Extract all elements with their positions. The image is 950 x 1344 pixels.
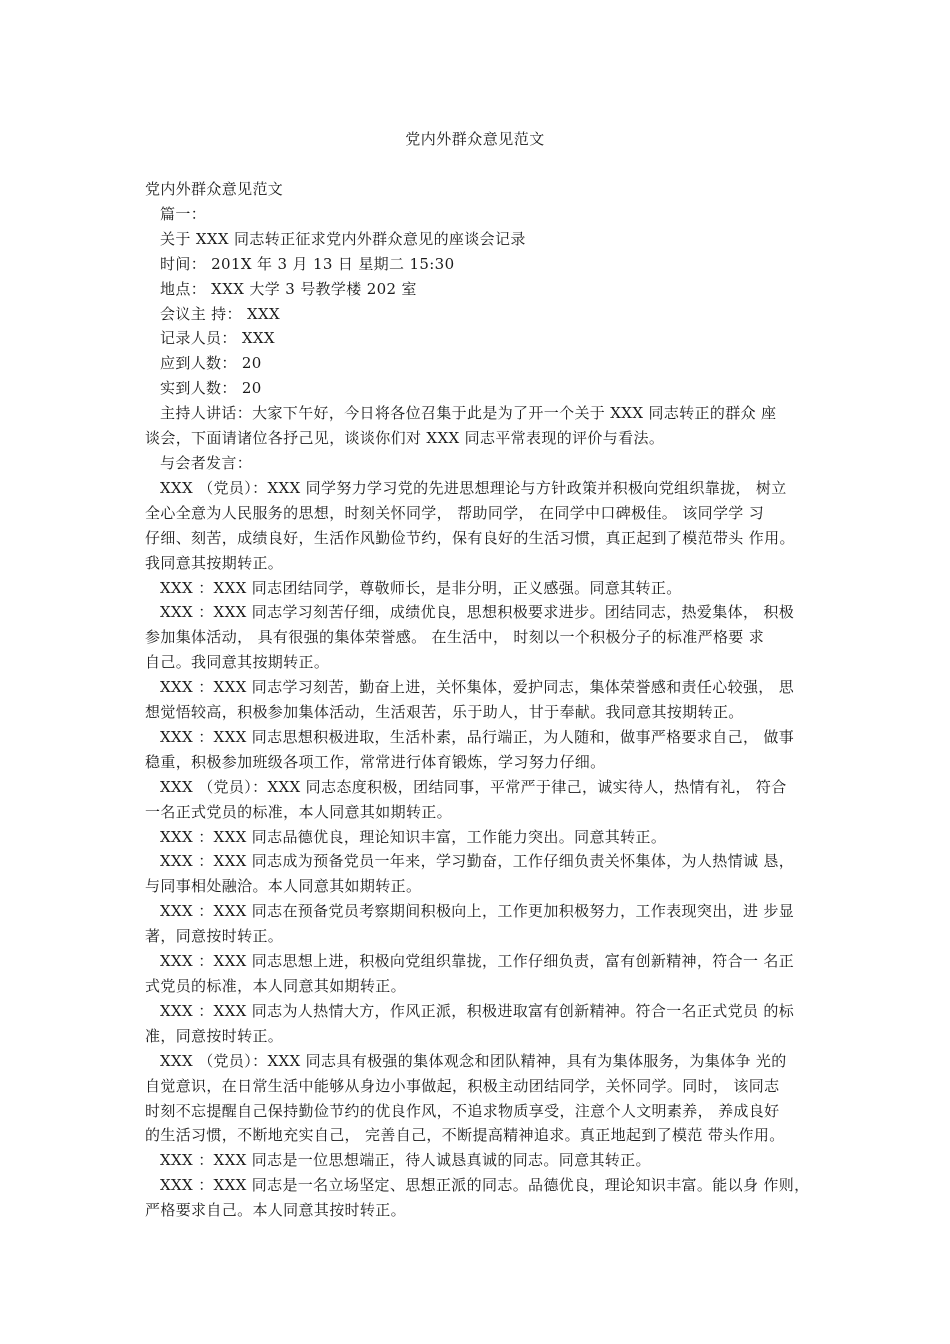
expected-attendance: 应到人数： 20 [160,354,262,373]
comment-line: XXX ：XXX 同志在预备党员考察期间积极向上，工作更加积极努力，工作表现突出，进 步显 [160,902,795,921]
document-title: 党内外群众意见范文 [405,130,545,148]
comment-line: 式党员的标准，本人同意其如期转正。 [145,977,406,995]
comment-line: XXX ：XXX 同志品德优良，理论知识丰富，工作能力突出。同意其转正。 [160,827,667,846]
comment-paragraph [145,849,817,899]
comment-paragraph [145,725,817,775]
document-subtitle: 党内外群众意见范文 [145,180,284,198]
comment-paragraph [145,949,817,999]
comment-paragraph [145,775,817,825]
meeting-time: 时间： 201X 年 3 月 13 日 星期二 15:30 [160,254,455,273]
meeting-place: 地点： XXX 大学 3 号教学楼 202 室 [160,279,417,298]
comment-line: XXX ：XXX 同志为人热情大方，作风正派，积极进取富有创新精神。符合一名正式党员 的标 [160,1001,795,1020]
comment-line: 稳重，积极参加班级各项工作，常常进行体育锻炼，学习努力仔细。 [145,752,606,771]
comment-line: 著，同意按时转正。 [145,927,284,946]
comment-line: XXX （党员）：XXX 同学努力学习党的先进思想理论与方针政策并积极向党组织靠拢， 树立 [160,478,787,497]
comment-paragraph [145,1173,817,1223]
comment-line: 自己。我同意其按期转正。 [145,653,330,672]
comment-paragraph [145,576,817,601]
meeting-host: 会议主 持： XXX [160,304,281,323]
speakers-label: 与会者发言： [160,453,253,472]
comment-line: XXX ：XXX 同志思想上进，积极向党组织靠拢，工作仔细负责，富有创新精神，符合一 名正 [160,952,795,971]
comment-paragraph [145,476,817,576]
comment-paragraph [145,600,817,675]
host-speech-line: 谈会，下面请诸位各抒己见，谈谈你们对 XXX 同志平常表现的评价与看法。 [145,429,665,448]
comment-paragraph [145,675,817,725]
comment-paragraph [145,999,817,1049]
comment-paragraph [145,899,817,949]
actual-attendance: 实到人数： 20 [160,379,262,398]
comment-line: XXX ：XXX 同志学习刻苦，勤奋上进，关怀集体，爱护同志，集体荣誉感和责任心较强， 思 [160,678,795,697]
comment-line: 参加集体活动， 具有很强的集体荣誉感。 在生活中， 时刻以一个积极分子的标准严格要 求 [145,628,765,647]
section-label: 篇一： [160,204,207,223]
comment-line: 想觉悟较高，积极参加集体活动，生活艰苦，乐于助人，甘于奉献。我同意其按期转正。 [145,703,744,722]
comment-line: 与同事相处融洽。本人同意其如期转正。 [145,877,422,896]
comment-line: XXX （党员）：XXX 同志具有极强的集体观念和团队精神，具有为集体服务，为集体争 光的 [160,1051,787,1070]
comment-paragraph [145,1049,817,1149]
comment-line: 严格要求自己。本人同意其按时转正。 [145,1201,406,1220]
meeting-heading: 关于 XXX 同志转正征求党内外群众意见的座谈会记录 [160,229,526,248]
comment-line: XXX ：XXX 同志是一位思想端正，待人诚恳真诚的同志。同意其转正。 [160,1151,651,1170]
document-body [145,177,817,1223]
comment-line: 全心全意为人民服务的思想，时刻关怀同学， 帮助同学， 在同学中口碑极佳。 该同学学 习 [145,503,765,522]
comment-line: 的生活习惯，不断地充实自己， 完善自己，不断提高精神追求。真正地起到了模范 带头作用。 [145,1126,785,1145]
comment-line: 时刻不忘提醒自己保持勤俭节约的优良作风，不追求物质享受，注意个人文明素养， 养成良好 [145,1101,780,1120]
comment-line: 准，同意按时转正。 [145,1026,284,1045]
comment-line: 仔细、刻苦，成绩良好，生活作风勤俭节约，保有良好的生活习惯，真正起到了模范带头 作用。 [145,528,795,547]
host-speech [145,401,817,451]
comment-line: XXX ：XXX 同志是一名立场坚定、思想正派的同志。品德优良，理论知识丰富。能以身 作则， [160,1176,810,1195]
comments-list [145,476,817,1223]
host-speech-line: 主持人讲话：大家下午好，今日将各位召集于此是为了开一个关于 XXX 同志转正的群众 座 [160,404,777,423]
comment-line: XXX ：XXX 同志思想积极进取，生活朴素，品行端正，为人随和，做事严格要求自己， 做事 [160,727,795,746]
meeting-recorder: 记录人员： XXX [160,329,275,348]
comment-line: 一名正式党员的标准，本人同意其如期转正。 [145,802,453,821]
comment-line: XXX ：XXX 同志成为预备党员一年来，学习勤奋，工作仔细负责关怀集体，为人热情诚 恳， [160,852,795,871]
comment-paragraph [145,1148,817,1173]
comment-line: XXX ：XXX 同志团结同学，尊敬师长，是非分明，正义感强。同意其转正。 [160,578,682,597]
comment-line: XXX （党员）：XXX 同志态度积极，团结同事，平常严于律己，诚实待人，热情有礼， 符合 [160,777,787,796]
comment-line: 我同意其按期转正。 [145,553,284,572]
comment-line: XXX ：XXX 同志学习刻苦仔细，成绩优良，思想积极要求进步。团结同志，热爱集体， 积极 [160,603,795,622]
comment-paragraph [145,825,817,850]
comment-line: 自觉意识，在日常生活中能够从身边小事做起，积极主动团结同学，关怀同学。同时， 该同志 [145,1076,780,1095]
